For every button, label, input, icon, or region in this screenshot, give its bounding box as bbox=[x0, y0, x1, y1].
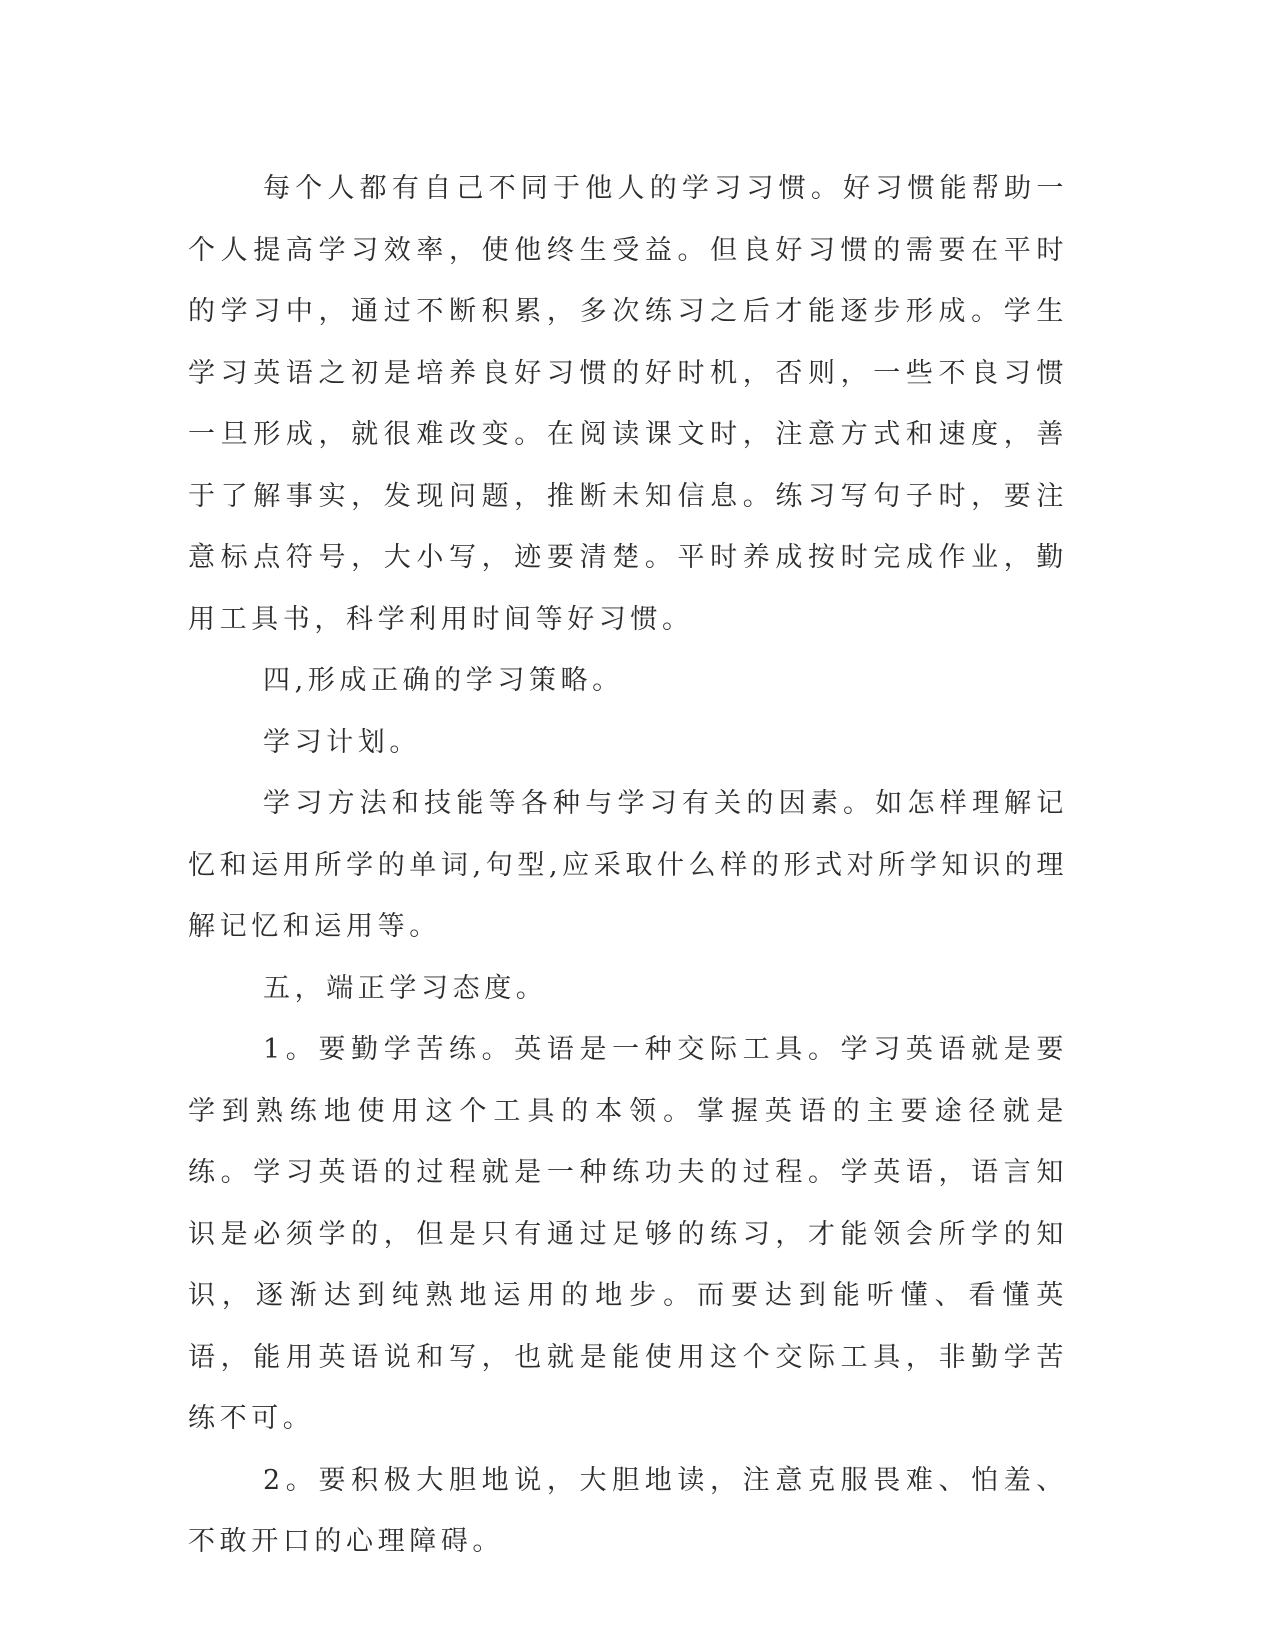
paragraph-point-2: 2。要积极大胆地说，大胆地读，注意克服畏难、怕羞、不敢开口的心理障碍。 bbox=[188, 1464, 1068, 1557]
paragraph-study-plan: 学习计划。 bbox=[263, 726, 421, 758]
section-heading-attitude: 五，端正学习态度。 bbox=[263, 972, 548, 1004]
paragraph-study-methods: 学习方法和技能等各种与学习有关的因素。如怎样理解记忆和运用所学的单词,句型,应采取什么样的形式对所学知识的理解记忆和运用等。 bbox=[188, 788, 1068, 942]
paragraph-point-1: 1。要勤学苦练。英语是一种交际工具。学习英语就是要学到熟练地使用这个工具的本领。掌握英语的主要途径就是练。学习英语的过程就是一种练功夫的过程。学英语，语言知识是必须学的，但是只有通过足够的练习，才能领会所学的知识，逐渐达到纯熟地运用的地步。而要达到能听懂、看懂英语，能用英语说和写，也就是能使用这个交际工具，非勤学苦练不可。 bbox=[188, 1034, 1068, 1434]
paragraph-study-habits: 每个人都有自己不同于他人的学习习惯。好习惯能帮助一个人提高学习效率，使他终生受益。但良好习惯的需要在平时的学习中，通过不断积累，多次练习之后才能逐步形成。学生学习英语之初是培养良好习惯的好时机，否则，一些不良习惯一旦形成，就很难改变。在阅读课文时，注意方式和速度，善于了解事实，发现问题，推断未知信息。练习写句子时，要注意标点符号，大小写，迹要清楚。平时养成按时完成作业，勤用工具书，科学利用时间等好习惯。 bbox=[188, 173, 1068, 635]
document-body bbox=[188, 158, 1068, 1573]
section-heading-strategy: 四,形成正确的学习策略。 bbox=[263, 665, 624, 696]
